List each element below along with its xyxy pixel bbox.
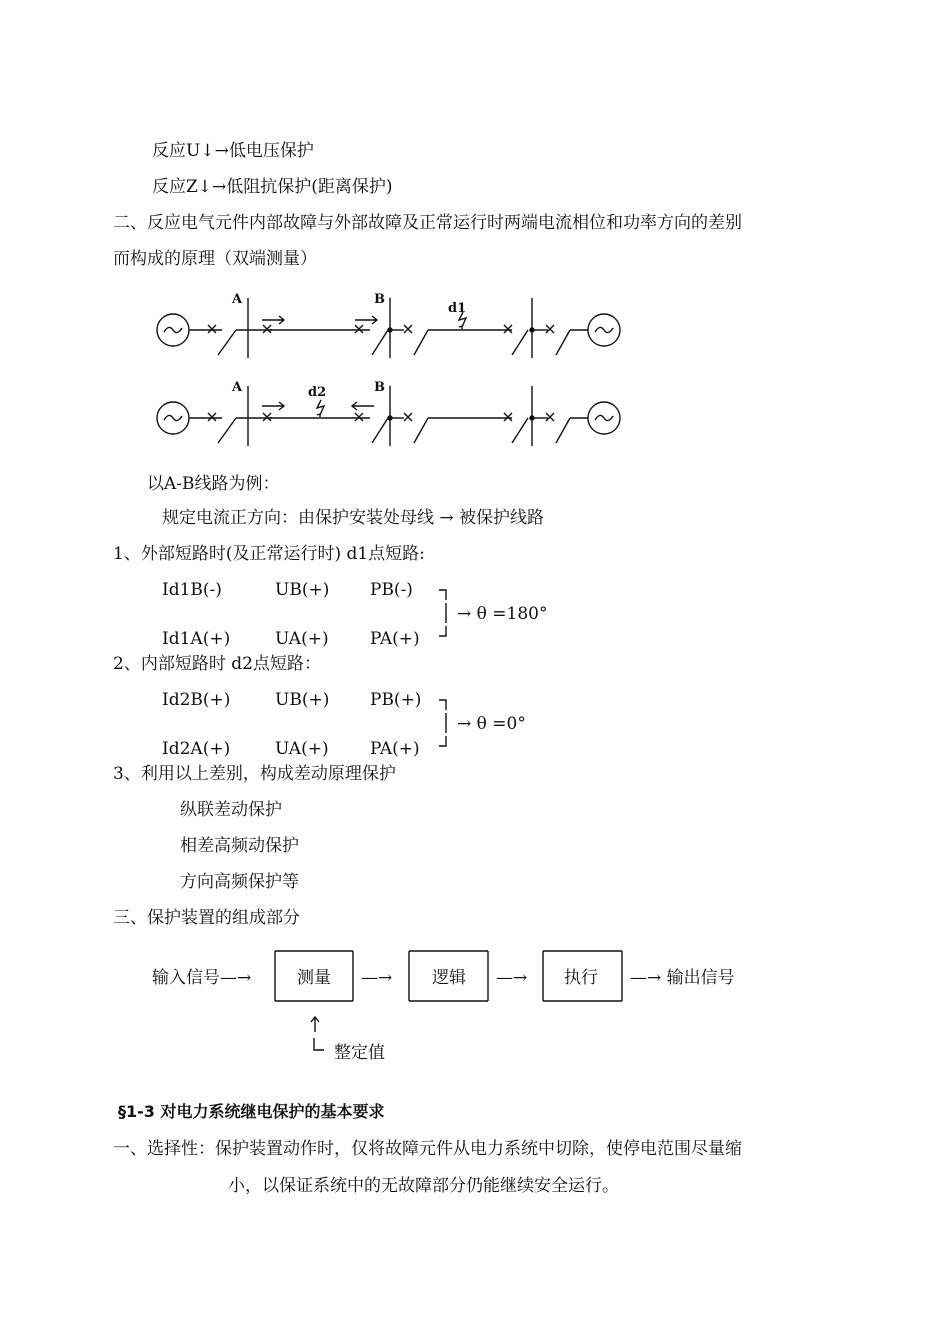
table-cell: UA(+) (275, 739, 329, 759)
flow-output: —→ 输出信号 (630, 968, 735, 988)
text-line: 反应U↓→低电压保护 (152, 141, 314, 161)
text-line: 三、保护装置的组成部分 (113, 908, 300, 928)
text-line: 3、利用以上差别，构成差动原理保护 (113, 764, 396, 784)
table-cell: Id2B(+) (162, 690, 231, 710)
flow-boxes (275, 951, 622, 1050)
text-line: 二、反应电气元件内部故障与外部故障及正常运行时两端电流相位和功率方向的差别 (113, 213, 742, 233)
flow-arrow: —→ (496, 968, 528, 988)
diagram-row-2 (157, 386, 620, 446)
table-cell: Id2A(+) (162, 739, 231, 759)
text-line: 2、内部短路时 d2点短路： (113, 654, 321, 674)
flow-arrow: —→ (361, 968, 393, 988)
flow-input: 输入信号—→ (152, 968, 252, 988)
bus-b-label: B (374, 292, 385, 307)
text-line: 方向高频保护等 (180, 872, 299, 892)
table-cell: Id1B(-) (162, 580, 222, 600)
table-cell: PA(+) (370, 629, 420, 649)
text-line: 而构成的原理（双端测量） (113, 249, 317, 269)
diagram-row-1 (157, 298, 620, 358)
text-line: 反应Z↓→低阻抗保护(距离保护) (152, 177, 393, 197)
text-line: 规定电流正方向：由保护安装处母线 → 被保护线路 (162, 508, 545, 528)
text-line: 1、外部短路时(及正常运行时) d1点短路: (113, 544, 425, 564)
table-cell: PB(-) (370, 580, 413, 600)
text-line: 纵联差动保护 (180, 800, 282, 820)
flow-box-execute: 执行 (564, 968, 598, 988)
text-line: 相差高频动保护 (180, 836, 299, 856)
table-cell: Id1A(+) (162, 629, 231, 649)
result-text: → θ =0° (457, 714, 526, 734)
flow-setting: 整定值 (334, 1043, 385, 1063)
fault-d2-label: d2 (308, 385, 327, 400)
bus-a-label: A (232, 292, 243, 307)
table-cell: UB(+) (275, 580, 330, 600)
result-text: → θ =180° (457, 604, 548, 624)
up-arrow-icon (311, 1017, 319, 1032)
flow-box-logic: 逻辑 (432, 968, 466, 988)
bracket-ext (439, 590, 446, 636)
fault-d1-label: d1 (448, 301, 467, 316)
bus-b-label: B (374, 380, 385, 395)
table-cell: PB(+) (370, 690, 422, 710)
bracket-int (439, 700, 446, 746)
text-line: 以A-B线路为例： (147, 474, 280, 494)
text-line: 小，以保证系统中的无故障部分仍能继续安全运行。 (228, 1176, 619, 1196)
text-line: 一、选择性：保护装置动作时，仅将故障元件从电力系统中切除，使停电范围尽量缩 (113, 1139, 742, 1159)
table-cell: PA(+) (370, 739, 420, 759)
bus-a-label: A (232, 380, 243, 395)
flow-box-measure: 测量 (297, 968, 331, 988)
table-cell: UA(+) (275, 629, 329, 649)
table-cell: UB(+) (275, 690, 330, 710)
section-heading: §1-3 对电力系统继电保护的基本要求 (118, 1102, 385, 1121)
